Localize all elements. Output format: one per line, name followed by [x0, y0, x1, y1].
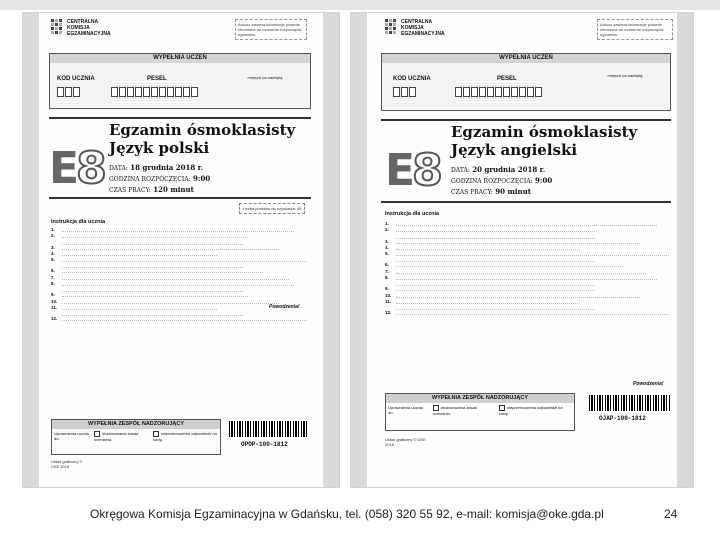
exam-sheet-polish [22, 12, 340, 488]
instruction-text-line [396, 270, 646, 274]
supervisor-cells [386, 403, 574, 418]
supervisor-cell [499, 405, 572, 416]
exam-title [451, 123, 637, 159]
exam-subject: Język polski [109, 139, 210, 157]
logo-line: KOMISJA [401, 25, 424, 31]
instruction-text-line [396, 306, 595, 310]
margin-bar-left [23, 13, 39, 487]
instruction-number: 12. [51, 316, 58, 322]
logo-line: CENTRALNA [401, 19, 433, 25]
sheet-code: OPOP-100-1812 [241, 441, 288, 448]
pesel-label: PESEL [147, 76, 167, 82]
instruction-text-line [396, 240, 640, 244]
instruction-number: 6. [51, 268, 55, 274]
exam-title-line: Egzamin ósmoklasisty [451, 123, 638, 141]
date-label: DATA: [451, 167, 470, 174]
supervisor-box [385, 393, 575, 431]
exam-subject: Język angielski [451, 141, 578, 159]
supervisor-cells [52, 429, 220, 444]
student-code-cells [391, 85, 418, 99]
instruction-number: 6. [385, 262, 389, 268]
duration-label: CZAS PRACY: [109, 187, 151, 194]
supervisor-header: WYPEŁNIA ZESPÓŁ NADZORUJĄCY [386, 394, 574, 403]
instructions-title: Instrukcja dla ucznia [385, 211, 440, 217]
e8-logo: E8 [385, 145, 440, 196]
instruction-text-line [62, 246, 279, 250]
duration-value: 120 minut [153, 185, 194, 194]
instruction-number: 2. [385, 227, 389, 233]
margin-bar-right [677, 13, 693, 487]
instruction-text-line [62, 264, 243, 268]
instruction-number: 4. [51, 250, 55, 256]
exam-title-line: Egzamin ósmoklasisty [109, 121, 296, 139]
instruction-text-line [396, 263, 623, 267]
date-label: DATA: [109, 165, 128, 172]
instruction-number: 8. [385, 275, 389, 281]
cke-logo [385, 19, 445, 37]
instruction-item [51, 316, 309, 322]
duration-label: CZAS PRACY: [451, 189, 493, 196]
duration-value: 90 minut [495, 187, 531, 196]
instruction-number: 11. [385, 298, 392, 304]
instruction-text-line [62, 288, 243, 292]
cke-logo-mark-icon [51, 19, 63, 35]
supervisor-header: WYPEŁNIA ZESPÓŁ NADZORUJĄCY [52, 420, 220, 429]
sticker-place-label: miejsce na naklejkę [607, 73, 643, 78]
instruction-number: 3. [385, 238, 389, 244]
supervisor-cell [433, 405, 495, 416]
instruction-number: 1. [385, 221, 389, 226]
instruction-text-line [62, 258, 307, 262]
instruction-number: 9. [51, 292, 55, 298]
date-value: 20 grudnia 2018 r. [472, 165, 546, 174]
supervisor-cell: Uprawnienia ucznia do: [54, 431, 89, 441]
start-label: GODZINA ROZPOCZĘCIA: [451, 178, 533, 185]
supervisor-cell [153, 431, 218, 442]
exam-meta [109, 163, 210, 196]
instruction-text-line [396, 252, 669, 256]
pesel-cells [453, 85, 544, 99]
instruction-text-line [396, 282, 595, 286]
instruction-text-line [62, 269, 263, 273]
sticker-place-label: miejsce na naklejkę [247, 75, 283, 80]
pesel-label: PESEL [497, 76, 517, 82]
instructions-title: Instrukcja dla ucznia [51, 219, 106, 225]
instruction-text-line [396, 300, 578, 304]
instruction-text-line [62, 306, 217, 310]
supervisor-cell-text: dostosowania zasad oceniania. [432, 405, 477, 416]
student-fill-header: WYPEŁNIA UCZEŃ [382, 54, 670, 63]
start-value: 9:00 [535, 176, 553, 185]
instruction-text-line [396, 246, 578, 250]
instruction-text-line [396, 228, 595, 232]
instruction-item [385, 310, 669, 316]
student-fill-box [381, 53, 671, 111]
instruction-number: 11. [51, 304, 58, 310]
instruction-text-line [396, 294, 640, 298]
margin-bar-right [323, 13, 339, 487]
sheet-code: OJAP-100-1812 [599, 415, 646, 422]
instruction-number: 1. [51, 227, 55, 232]
supervisor-cell: Uprawnienia ucznia do: [388, 405, 423, 415]
instruction-number: 5. [51, 257, 55, 263]
instruction-number: 3. [51, 244, 55, 250]
instruction-text-line [396, 276, 657, 280]
page-number: 24 [664, 507, 678, 521]
barcode-icon [589, 395, 671, 411]
instruction-text-line [62, 282, 294, 286]
supervisor-cell-text: nieprzenoszenia odpowiedzi na kartę. [153, 431, 217, 442]
exam-sheet-english [350, 12, 694, 488]
instruction-text-line [62, 252, 217, 256]
margin-bar-left [351, 13, 367, 487]
instruction-number: 4. [385, 244, 389, 250]
logo-line: KOMISJA [67, 25, 90, 31]
barcode-icon [229, 421, 309, 437]
instruction-text-line [62, 317, 307, 321]
instruction-text-line [396, 311, 669, 315]
e8-logo: E8 [49, 143, 104, 194]
start-label: GODZINA ROZPOCZĘCIA: [109, 176, 191, 183]
student-code-label: KOD UCZNIA [57, 76, 95, 82]
instruction-text-line [396, 235, 595, 239]
points-note: Liczba punktów do uzyskania: 45 [239, 203, 305, 214]
instruction-text-line [396, 258, 595, 262]
cke-badge: Układ graficzny © CKE 2018 [51, 459, 83, 469]
start-value: 9:00 [193, 174, 211, 183]
student-code-label: KOD UCZNIA [393, 76, 431, 82]
instruction-text-line [62, 234, 248, 238]
instructions-list [385, 221, 669, 317]
exam-title [109, 121, 295, 157]
logo-line: EGZAMINACYJNA [67, 31, 111, 37]
instruction-number: 5. [385, 251, 389, 257]
pesel-cells [109, 85, 200, 99]
confidential-note: Arkusz zawiera informacje prawnie chronione do momentu rozpoczęcia egzaminu. [235, 19, 307, 40]
instruction-number: 12. [385, 310, 392, 316]
cke-logo [51, 19, 111, 37]
footer-contact: Okręgowa Komisja Egzaminacyjna w Gdańsku, tel. (058) 320 55 92, e-mail: komisja@oke.gda.pl [90, 507, 604, 521]
instruction-text-line [62, 293, 248, 297]
logo-line: CENTRALNA [67, 19, 99, 25]
instruction-text-line [396, 222, 657, 226]
instruction-text-line [62, 300, 279, 304]
supervisor-box [51, 419, 221, 455]
instruction-number: 7. [385, 268, 389, 274]
instruction-text-line [62, 312, 243, 316]
exam-meta [451, 165, 552, 198]
supervisor-cell-text: nieprzenoszenia odpowiedzi na kartę. [498, 405, 563, 416]
cke-badge: Układ graficzny © CKE 2018 [385, 437, 426, 447]
instruction-number: 9. [385, 286, 389, 292]
logo-line: EGZAMINACYJNA [401, 31, 445, 37]
instruction-number: 2. [51, 233, 55, 239]
good-luck-note: Powodzenia! [633, 381, 664, 387]
instruction-text-line [62, 276, 289, 280]
instruction-number: 7. [51, 274, 55, 280]
student-code-cells [55, 85, 82, 99]
instruction-number: 8. [51, 281, 55, 287]
instruction-text-line [396, 287, 595, 291]
date-value: 18 grudnia 2018 r. [130, 163, 204, 172]
instruction-number: 10. [385, 292, 392, 298]
instruction-text-line [62, 241, 243, 245]
good-luck-note: Powodzenia! [269, 304, 300, 310]
instruction-number: 10. [51, 298, 58, 304]
cke-logo-mark-icon [385, 19, 397, 35]
student-fill-header: WYPEŁNIA UCZEŃ [50, 54, 310, 63]
confidential-note: Arkusz zawiera informacje prawnie chronione do momentu rozpoczęcia egzaminu. [597, 19, 673, 40]
instruction-text-line [62, 228, 294, 232]
supervisor-cell-text: dostosowania zasad oceniania. [94, 431, 139, 442]
supervisor-cell [94, 431, 149, 442]
top-stripe [0, 0, 720, 10]
